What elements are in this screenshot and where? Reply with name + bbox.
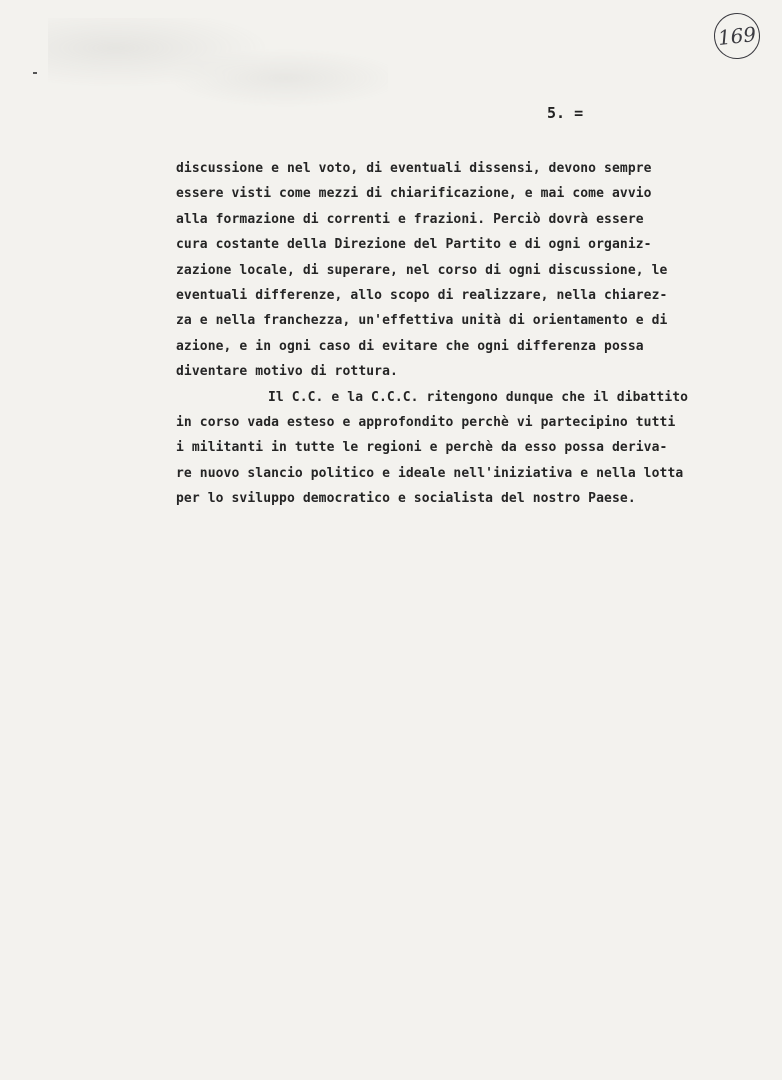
page-stamp bbox=[712, 11, 763, 62]
text-line: i militanti in tutte le regioni e perchè da esso possa deriva- bbox=[176, 440, 668, 456]
margin-mark bbox=[33, 72, 37, 74]
text-line: alla formazione di correnti e frazioni. Perciò dovrà essere bbox=[176, 211, 644, 227]
text-line: cura costante della Direzione del Partito e di ogni organiz- bbox=[176, 237, 652, 253]
text-line: za e nella franchezza, un'effettiva unità di orientamento e di bbox=[176, 313, 668, 329]
document-body bbox=[176, 156, 776, 511]
bleed-through-smudge bbox=[48, 18, 388, 118]
text-line: essere visti come mezzi di chiarificazione, e mai come avvio bbox=[176, 186, 652, 202]
text-line: eventuali differenze, allo scopo di realizzare, nella chiarez- bbox=[176, 287, 668, 303]
paragraph-1 bbox=[176, 156, 776, 385]
text-line: zazione locale, di superare, nel corso di ogni discussione, le bbox=[176, 262, 668, 278]
stamp-number: 169 bbox=[716, 22, 758, 50]
text-line: discussione e nel voto, di eventuali dissensi, devono sempre bbox=[176, 161, 652, 176]
text-line: per lo sviluppo democratico e socialista del nostro Paese. bbox=[176, 491, 636, 507]
text-line: Il C.C. e la C.C.C. ritengono dunque che il dibattito bbox=[268, 389, 689, 405]
text-line: in corso vada esteso e approfondito perchè vi partecipino tutti bbox=[176, 414, 676, 430]
text-line: azione, e in ogni caso di evitare che ogni differenza possa bbox=[176, 338, 644, 354]
paragraph-2 bbox=[176, 385, 776, 512]
text-line: re nuovo slancio politico e ideale nell'iniziativa e nella lotta bbox=[176, 465, 684, 481]
text-line: diventare motivo di rottura. bbox=[176, 364, 398, 380]
page-number: 5. = bbox=[547, 104, 584, 122]
